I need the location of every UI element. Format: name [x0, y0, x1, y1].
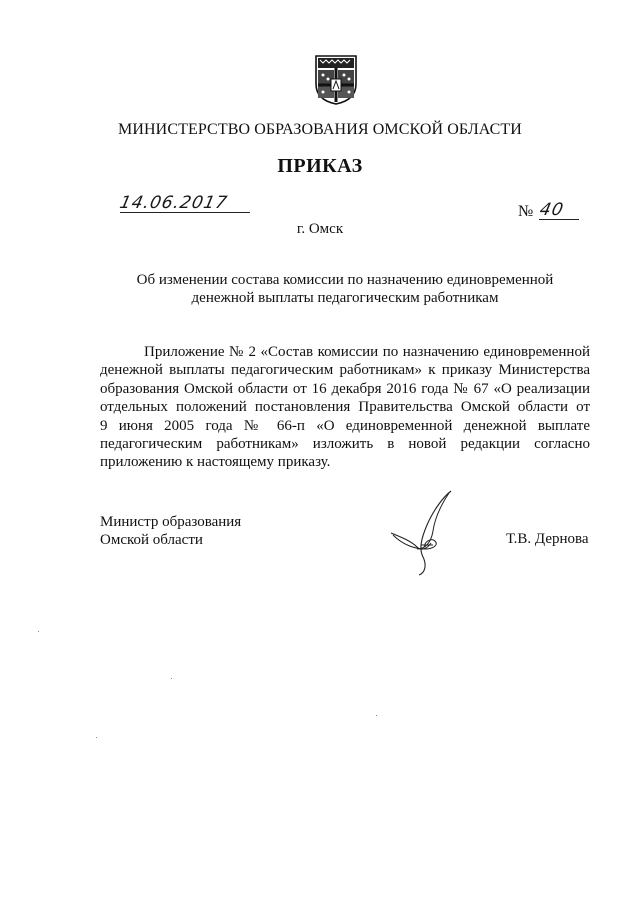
order-number-label: № — [518, 203, 534, 220]
scan-speck — [171, 678, 172, 679]
order-date: 14.06.2017 — [117, 193, 230, 213]
body-line: Приложение № 2 «Состав комиссии по назначению единовременной — [144, 344, 590, 360]
scan-speck — [38, 631, 39, 632]
signatory-name: Т.В. Дернова — [506, 531, 589, 547]
subject-line: Об изменении состава комиссии по назначению единовременной — [136, 272, 554, 288]
ministry-name: МИНИСТЕРСТВО ОБРАЗОВАНИЯ ОМСКОЙ ОБЛАСТИ — [118, 121, 522, 138]
position-line: Омской области — [100, 532, 203, 548]
order-subject — [100, 271, 590, 307]
body-line: денежной выплаты педагогическим работникам» к приказу Министерства — [100, 362, 590, 379]
body-line: приложению к настоящему приказу. — [100, 454, 331, 471]
order-number: 40 — [537, 200, 566, 220]
number-underline — [539, 219, 579, 220]
date-underline — [120, 212, 250, 213]
order-body — [100, 343, 590, 472]
scan-speck — [96, 737, 97, 738]
body-line: отдельных положений постановления Правительства Омской области от — [100, 399, 590, 416]
subject-line: денежной выплаты педагогическим работникам — [191, 290, 499, 306]
document-type-title: ПРИКАЗ — [277, 155, 363, 177]
body-line: 9 июня 2005 года № 66-п «О единовременной денежной выплате — [100, 417, 590, 434]
handwritten-signature — [385, 487, 465, 577]
position-line: Министр образования — [100, 514, 242, 530]
body-line: педагогическим работникам» изложить в новой редакции согласно — [100, 436, 590, 453]
scan-speck — [376, 715, 377, 716]
coat-of-arms-icon — [314, 54, 358, 106]
city: г. Омск — [296, 221, 344, 237]
signatory-position — [100, 513, 241, 549]
body-line: образования Омской области от 16 декабря 2016 года № 67 «О реализации — [100, 380, 590, 397]
